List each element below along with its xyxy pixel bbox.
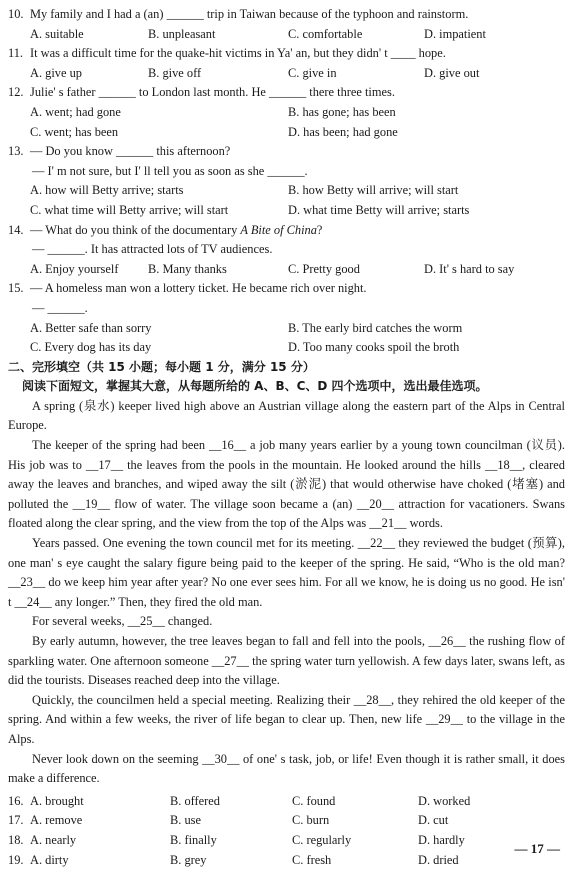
option-d: D. impatient <box>424 26 486 41</box>
option-c: C. fresh <box>292 852 332 867</box>
option-c: C. give in <box>288 65 337 80</box>
option-c: C. burn <box>292 813 330 828</box>
cloze-passage <box>8 397 565 789</box>
answer-row-19: 19. A. dirty B. grey C. fresh D. dried <box>8 851 565 870</box>
question-stem: It was a difficult time for the quake-hit victims in Ya' an, but they didn' t ____ hope. <box>30 46 446 61</box>
passage-paragraph-2: The keeper of the spring had been __16__ a job many years earlier by a young town councilman (议员). His job was to __17__ the leaves from the pools in the mountain. He looked around the hills __18__, cleared away the leaves and branches, and wiped away the silt (淤泥) that would otherwise have choked (堵塞) and polluted the __19__ flow of water. The village soon became a (an) __20__ attraction for vacationers. Swans floated along the clear spring, and the view from the top of the Alps was __21__ words. <box>8 438 565 531</box>
passage-paragraph-7: Never look down on the seeming __30__ of one' s task, job, or life! Even though it is rather small, it does make a difference. <box>8 751 565 786</box>
question-12: 12. Julie' s father ______ to London last month. He ______ there three times. <box>8 83 565 103</box>
question-stem: — Do you know ______ this afternoon? <box>30 144 231 159</box>
option-a: A. how will Betty arrive; starts <box>30 183 184 198</box>
option-a: A. brought <box>30 793 84 808</box>
option-a: A. Enjoy yourself <box>30 261 119 276</box>
answer-row-17: 17. A. remove B. use C. burn D. cut <box>8 811 565 831</box>
question-10: 10. My family and I had a (an) ______ trip in Taiwan because of the typhoon and rainstorm. <box>8 5 565 25</box>
question-stem: — A homeless man won a lottery ticket. He became rich over night. <box>30 281 367 296</box>
option-d: D. dried <box>418 852 459 867</box>
option-b: B. give off <box>148 65 202 80</box>
question-15-options-row1 <box>8 319 565 339</box>
option-d: D. Too many cooks spoil the broth <box>288 340 460 355</box>
option-a: A. suitable <box>30 26 84 41</box>
option-b: B. unpleasant <box>148 26 216 41</box>
option-d: D. cut <box>418 813 449 828</box>
option-c: C. regularly <box>292 832 352 847</box>
answer-row-18: 18. A. nearly B. finally C. regularly D. hardly <box>8 831 565 851</box>
option-a: A. Better safe than sorry <box>30 320 152 335</box>
question-stem: — What do you think of the documentary A Bite of China? <box>30 222 323 237</box>
option-a: A. dirty <box>30 852 69 867</box>
option-d: D. It' s hard to say <box>424 261 515 276</box>
question-stem: Julie' s father ______ to London last month. He ______ there three times. <box>30 85 395 100</box>
option-b: B. use <box>170 813 201 828</box>
question-11: 11. It was a difficult time for the quake-hit victims in Ya' an, but they didn' t ____ hope. <box>8 44 565 64</box>
option-a: A. remove <box>30 813 83 828</box>
question-13-options-row2 <box>8 201 565 221</box>
section-title: 二、完形填空（共 15 小题；每小题 1 分，满分 15 分） <box>8 359 315 374</box>
question-13-options-row1 <box>8 181 565 201</box>
question-14-options <box>8 260 565 280</box>
option-c: C. what time will Betty arrive; will start <box>30 202 229 217</box>
question-12-options-row1 <box>8 103 565 123</box>
question-11-options <box>8 64 565 84</box>
option-c: C. Every dog has its day <box>30 340 152 355</box>
option-b: B. The early bird catches the worm <box>288 320 463 335</box>
passage-paragraph-1: A spring (泉水) keeper lived high above an Austrian village along the eastern part of the Alps in Central Europe. <box>8 398 565 433</box>
option-a: A. give up <box>30 65 82 80</box>
option-a: A. nearly <box>30 832 77 847</box>
page-number: — 17 — <box>514 841 560 857</box>
question-stem: My family and I had a (an) ______ trip in Taiwan because of the typhoon and rainstorm. <box>30 7 469 21</box>
passage-paragraph-6: Quickly, the councilmen held a special meeting. Realizing their __28__, they rehired the old keeper of the spring. And within a few weeks, the river of life began to clear up. Then, new life __29__ to the village in the Alps. <box>8 692 565 746</box>
option-b: B. finally <box>170 832 217 847</box>
option-d: D. has been; had gone <box>288 124 398 139</box>
option-b: B. grey <box>170 852 207 867</box>
question-12-options-row2 <box>8 123 565 143</box>
passage-paragraph-4: For several weeks, __25__ changed. <box>32 614 213 629</box>
option-b: B. how Betty will arrive; will start <box>288 183 459 198</box>
exam-page <box>8 5 565 870</box>
passage-paragraph-5: By early autumn, however, the tree leaves began to fall and fell into the pools, __26__ the rushing flow of sparkling water. One afternoon someone __27__ the spring water turn yellowish. A few days later, swans left, as did the tourists. Diseases reached deep into the village. <box>8 634 565 688</box>
question-15-reply: — ______. <box>32 300 88 315</box>
question-10-options <box>8 25 565 45</box>
documentary-title: A Bite of China <box>240 222 317 237</box>
question-13: 13. — Do you know ______ this afternoon? <box>8 142 565 162</box>
option-b: B. has gone; has been <box>288 104 396 119</box>
question-15-options-row2 <box>8 338 565 358</box>
option-b: B. offered <box>170 793 221 808</box>
question-14: 14. — What do you think of the documentary A Bite of China? <box>8 221 565 241</box>
option-d: D. give out <box>424 65 480 80</box>
passage-paragraph-3: Years passed. One evening the town council met for its meeting. __22__ they reviewed the budget (预算), one man' s eye caught the salary figure being paid to the keeper of the spring. He said, “Who is the old man? __23__ do we keep him year after year? No one ever sees him. For all we know, he is doing us no good. He isn' t __24__ any longer.” Then, they fired the old man. <box>8 536 565 609</box>
option-a: A. went; had gone <box>30 104 121 119</box>
section-instruction: 阅读下面短文，掌握其大意，从每题所给的 A、B、C、D 四个选项中，选出最佳选项。 <box>22 379 488 394</box>
option-c: C. Pretty good <box>288 261 360 276</box>
option-d: D. hardly <box>418 832 465 847</box>
question-15: 15. — A homeless man won a lottery ticket. He became rich over night. <box>8 279 565 299</box>
question-13-reply: — I' m not sure, but I' ll tell you as soon as she ______. <box>32 163 308 178</box>
option-d: D. worked <box>418 793 471 808</box>
option-b: B. Many thanks <box>148 261 227 276</box>
question-14-reply: — ______. It has attracted lots of TV audiences. <box>32 242 273 257</box>
answer-row-16: 16. A. brought B. offered C. found D. worked <box>8 792 565 812</box>
option-c: C. comfortable <box>288 26 363 41</box>
option-d: D. what time Betty will arrive; starts <box>288 202 470 217</box>
option-c: C. went; has been <box>30 124 119 139</box>
option-c: C. found <box>292 793 336 808</box>
